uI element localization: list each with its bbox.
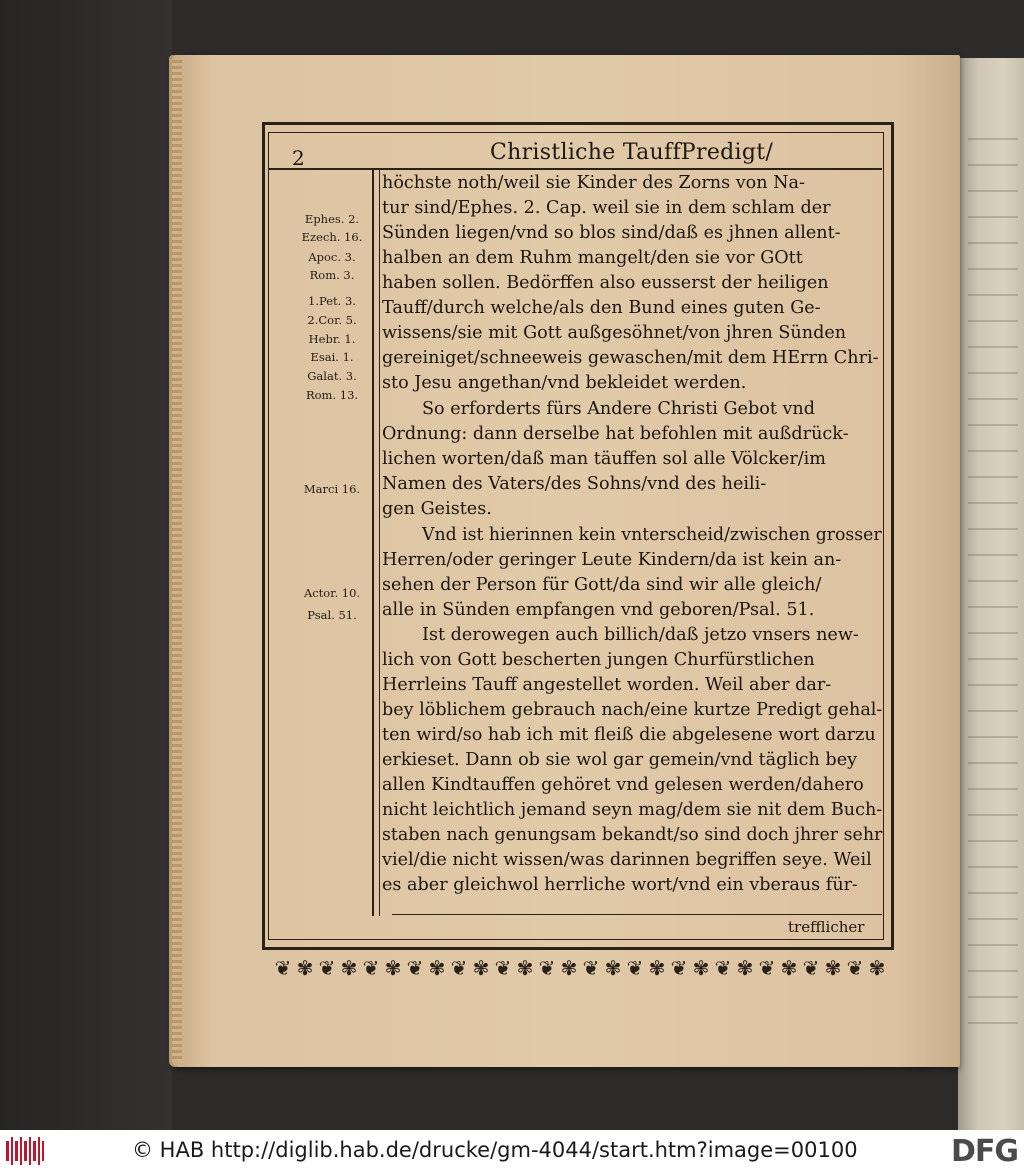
margin-note: Esai. 1. xyxy=(310,350,354,364)
ornament-glyph: ✾ xyxy=(736,956,754,980)
text-line: nicht leichtlich jemand seyn mag/dem sie nit dem Buch- xyxy=(382,800,883,820)
text-line: haben sollen. Bedörffen also eusserst der heiligen xyxy=(382,273,829,293)
ornament-glyph: ✾ xyxy=(780,956,798,980)
text-line: Herrleins Tauff angestellet worden. Weil aber dar- xyxy=(382,675,832,695)
margin-note: Marci 16. xyxy=(303,482,361,496)
ornament-glyph: ❦ xyxy=(846,956,864,980)
text-line: So erforderts fürs Andere Christi Gebot vnd xyxy=(422,399,816,419)
text-line: gereiniget/schneeweis gewaschen/mit dem HErrn Chri- xyxy=(382,348,879,368)
text-line: tur sind/Ephes. 2. Cap. weil sie in dem schlam der xyxy=(382,198,831,218)
text-line: lichen worten/daß man täuffen sol alle Völcker/im xyxy=(382,449,826,469)
text-line: Namen des Vaters/des Sohns/vnd des heili- xyxy=(382,474,767,494)
facing-page-edge xyxy=(958,58,1024,1130)
page-number: 2 xyxy=(292,146,305,170)
text-line: alle in Sünden empfangen vnd geboren/Psal. 51. xyxy=(382,600,815,620)
copyright-link[interactable]: © HAB http://diglib.hab.de/drucke/gm-4044/start.htm?image=00100 xyxy=(132,1138,858,1162)
text-line: allen Kindtauffen gehöret vnd gelesen werden/dahero xyxy=(382,775,864,795)
text-line: Ist derowegen auch billich/daß jetzo vnsers new- xyxy=(422,625,859,645)
text-line: lich von Gott bescherten jungen Churfürstlichen xyxy=(382,650,815,670)
text-line: wissens/sie mit Gott außgesöhnet/von jhren Sünden xyxy=(382,323,847,343)
ornament-glyph: ❦ xyxy=(450,956,468,980)
catchword: trefflicher xyxy=(788,918,865,936)
text-line: höchste noth/weil sie Kinder des Zorns von Na- xyxy=(382,173,805,193)
ornament-glyph: ✾ xyxy=(384,956,402,980)
text-line: bey löblichem gebrauch nach/eine kurtze Predigt gehal- xyxy=(382,700,883,720)
text-line: gen Geistes. xyxy=(382,499,492,519)
footer-bar xyxy=(0,1130,1024,1171)
margin-note: Psal. 51. xyxy=(307,608,357,622)
facing-page-texture xyxy=(968,138,1018,1038)
margin-note: 1.Pet. 3. xyxy=(308,294,356,308)
text-line: sto Jesu angethan/vnd bekleidet werden. xyxy=(382,373,747,393)
ornament-glyph: ❦ xyxy=(362,956,380,980)
scan-background xyxy=(0,0,172,1130)
margin-column-rule xyxy=(372,168,374,916)
text-line: erkieset. Dann ob sie wol gar gemein/vnd täglich bey xyxy=(382,750,858,770)
ornament-glyph: ✾ xyxy=(648,956,666,980)
dfg-logo: DFG xyxy=(950,1134,1018,1169)
margin-note: 2.Cor. 5. xyxy=(307,313,357,327)
text-line: halben an dem Ruhm mangelt/den sie vor GOtt xyxy=(382,248,803,268)
text-line: staben nach genungsam bekandt/so sind doch jhrer sehr xyxy=(382,825,883,845)
ornament-glyph: ✾ xyxy=(868,956,886,980)
ornament-glyph: ❦ xyxy=(626,956,644,980)
barcode-logo-icon xyxy=(6,1137,44,1165)
ornament-glyph: ✾ xyxy=(296,956,314,980)
ornament-glyph: ❦ xyxy=(758,956,776,980)
margin-note: Ephes. 2. xyxy=(304,212,360,226)
text-line: viel/die nicht wissen/was darinnen begriffen seye. Weil xyxy=(382,850,872,870)
ornament-glyph: ✾ xyxy=(472,956,490,980)
ornament-glyph: ✾ xyxy=(604,956,622,980)
margin-note: Apoc. 3. xyxy=(308,250,356,264)
ornament-glyph: ❦ xyxy=(494,956,512,980)
margin-note: Galat. 3. xyxy=(307,369,357,383)
ornament-glyph: ✾ xyxy=(560,956,578,980)
ornament-glyph: ❦ xyxy=(802,956,820,980)
ornament-glyph: ❦ xyxy=(318,956,336,980)
ornament-glyph: ❦ xyxy=(538,956,556,980)
ornament-glyph: ❦ xyxy=(582,956,600,980)
margin-column-rule-inner xyxy=(379,168,380,916)
ornament-glyph: ❦ xyxy=(406,956,424,980)
ornament-glyph: ✾ xyxy=(824,956,842,980)
text-line: sehen der Person für Gott/da sind wir alle gleich/ xyxy=(382,575,822,595)
margin-note: Actor. 10. xyxy=(303,586,361,600)
text-line: ten wird/so hab ich mit fleiß die abgelesene wort darzu xyxy=(382,725,876,745)
margin-note: Hebr. 1. xyxy=(308,332,356,346)
ornament-glyph: ✾ xyxy=(340,956,358,980)
text-line: Sünden liegen/vnd so blos sind/daß es jhnen allent- xyxy=(382,223,841,243)
text-line: Vnd ist hierinnen kein vnterscheid/zwischen grosser xyxy=(422,525,882,545)
text-line: Tauff/durch welche/als den Bund eines guten Ge- xyxy=(382,298,821,318)
ornament-glyph: ❦ xyxy=(670,956,688,980)
ornament-glyph: ❦ xyxy=(274,956,292,980)
ornament-glyph: ✾ xyxy=(516,956,534,980)
ornament-glyph: ✾ xyxy=(428,956,446,980)
ornament-glyph: ❦ xyxy=(714,956,732,980)
ornament-border xyxy=(272,953,912,983)
margin-note: Ezech. 16. xyxy=(301,230,363,244)
text-line: Ordnung: dann derselbe hat befohlen mit außdrück- xyxy=(382,424,849,444)
running-head: Christliche TauffPredigt/ xyxy=(490,140,774,165)
margin-note: Rom. 3. xyxy=(309,268,355,282)
text-line: Herren/oder geringer Leute Kindern/da ist kein an- xyxy=(382,550,842,570)
page-edge-texture xyxy=(172,60,182,1062)
margin-note: Rom. 13. xyxy=(305,388,359,402)
header-rule xyxy=(268,168,882,170)
text-bottom-rule xyxy=(392,914,882,915)
ornament-glyph: ✾ xyxy=(692,956,710,980)
text-line: es aber gleichwol herrliche wort/vnd ein vberaus für- xyxy=(382,875,859,895)
